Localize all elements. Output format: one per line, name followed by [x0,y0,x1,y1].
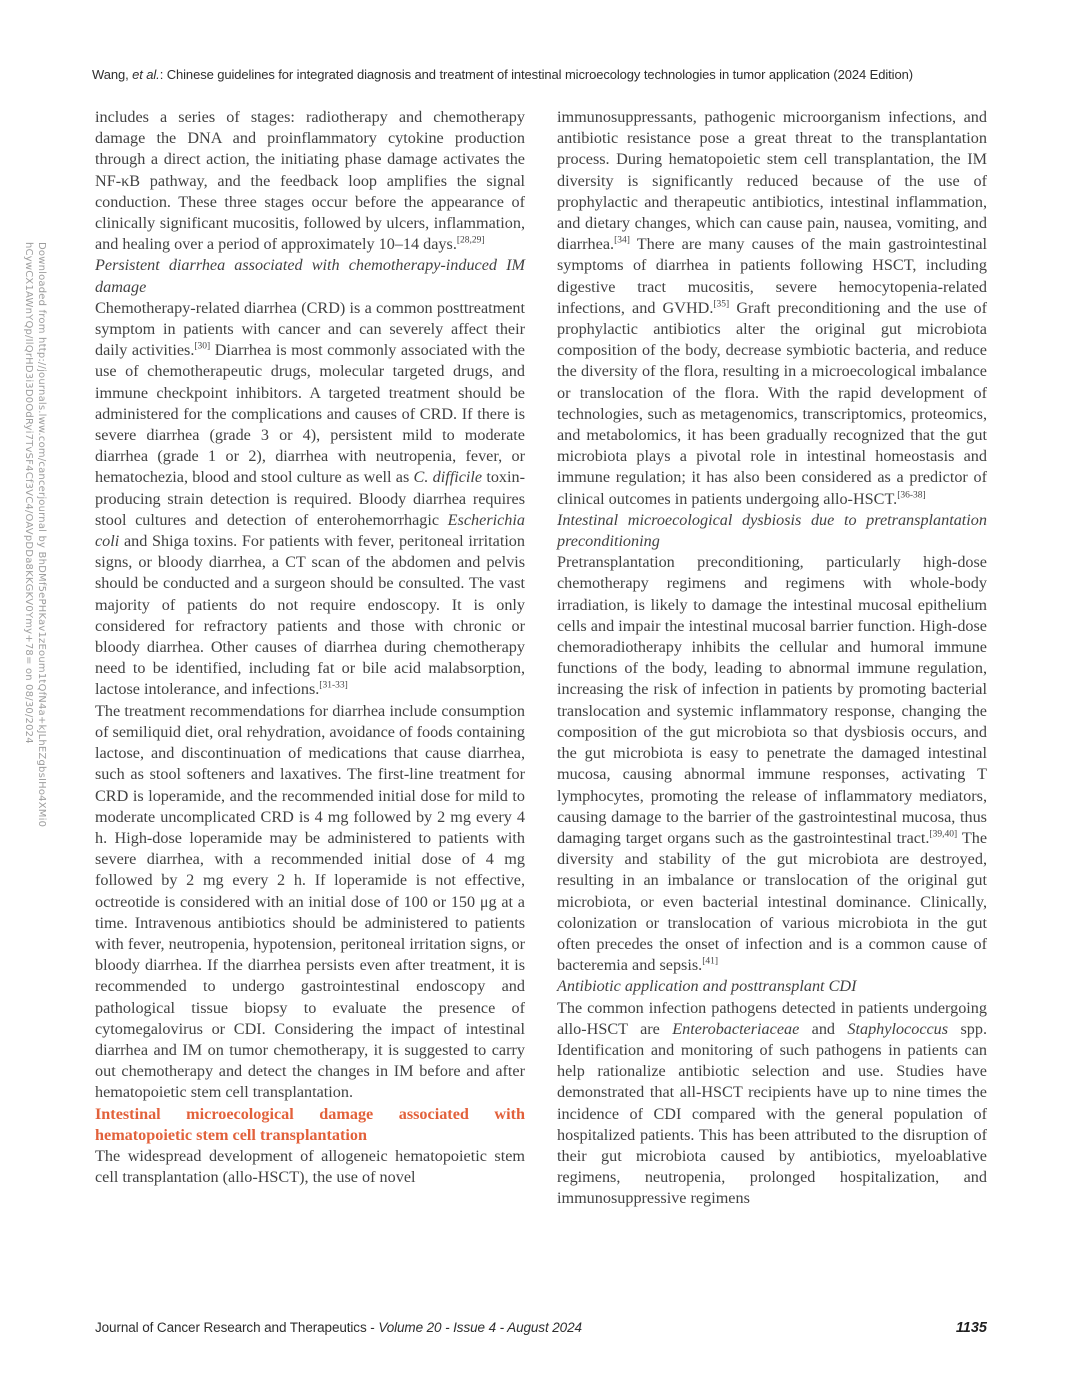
para: immunosuppressants, pathogenic microorganism infections, and antibiotic resistance pose a great threat to the transplantation process. During hematopoietic stem cell transplantation, the IM diversity is significantly reduced because of the use of prophylactic and therapeutic antibiotics, intestinal inflammation, and dietary changes, which can cause pain, nausea, vomiting, and diarrhea.[34] There are many causes of the main gastrointestinal symptoms of diarrhea in patients following HSCT, including digestive tract mucositis, severe hemocytopenia-related infections, and GVHD.[35] Graft preconditioning and the use of prophylactic antibiotics alter the original gut microbiota composition of the body, decrease symbiotic bacteria, and reduce the diversity of the flora, resulting in a microecological imbalance or translocation of the flora. With the rapid development of technologies, such as metagenomics, transcriptomics, proteomics, and metabolomics, it has been gradually recognized that the gut microbiota plays a pivotal role in intestinal homeostasis and immune regulation; it has also been considered as a predictor of clinical outcomes in patients undergoing allo-HSCT.[36-38] [557,108,987,508]
article-body [95,107,987,1315]
section-heading: Intestinal microecological damage associated with hematopoietic stem cell transplantation [95,1104,525,1144]
para: The widespread development of allogeneic hematopoietic stem cell transplantation (allo-HSCT), the use of novel [95,1146,525,1187]
download-watermark [22,242,48,827]
watermark-line-2: hCywCX1AWnYQp/IlQrHD3i3D0OdRyi7TvSF4Cf3VC4/OAVpDDa8KKGKV0Ymy+78= on 08/30/2024 [23,242,34,744]
para: includes a series of stages: radiotherapy and chemotherapy damage the DNA and proinflammatory cytokine production through a direct action, the initiating phase damage activates the NF-κB pathway, and the feedback loop amplifies the signal conduction. These three stages occur before the appearance of clinically significant mucositis, followed by ulcers, inflammation, and healing over a period of approximately 10–14 days.[28,29] [95,108,525,254]
journal-citation: Journal of Cancer Research and Therapeutics - Volume 20 - Issue 4 - August 2024 [95,1320,582,1335]
right-column [557,107,987,1315]
para: The treatment recommendations for diarrhea include consumption of semiliquid diet, oral rehydration, avoidance of foods containing lactose, and discontinuation of medications that cause diarrhea, such as stool softeners and laxatives. The first-line treatment for CRD is loperamide, and the recommended initial dose for mild to moderate uncomplicated CRD is 4 mg followed by 2 mg every 4 h. High-dose loperamide may be administered to patients with severe diarrhea, with a recommended initial dose of 4 mg followed by 2 mg every 2 h. If loperamide is not effective, octreotide is considered with an initial dose of 100 or 150 μg at a time. Intravenous antibiotics should be administered to patients with fever, neutropenia, hypotension, peritoneal irritation signs, or bloody diarrhea. If the diarrhea persists even after treatment, it is recommended to undergo gastrointestinal endoscopy and pathological tissue biopsy to evaluate the presence of cytomegalovirus or CDI. Considering the impact of intestinal diarrhea and IM on tumor chemotherapy, it is suggested to carry out chemotherapy and detect the changes in IM before and after hematopoietic stem cell transplantation. [95,701,525,1102]
subheading: Persistent diarrhea associated with chemotherapy-induced IM damage [95,256,525,296]
subheading: Intestinal microecological dysbiosis due to pretransplantation preconditioning [557,510,987,551]
watermark-line-1: Downloaded from http://journals.lww.com/cancerjournal by BhDMf5ePHKav1zEoum1tQfN4a+kJLhEZgbsIHo4XMi0 [36,242,47,828]
running-head: Wang, et al.: Chinese guidelines for integrated diagnosis and treatment of intestinal microecology technologies in tumor application (2024 Edition) [92,67,913,82]
page-footer [95,1320,987,1336]
para: Pretransplantation preconditioning, particularly high-dose chemotherapy regimens and regimens with whole-body irradiation, is likely to damage the intestinal mucosal epithelium cells and impair the intestinal mucosal barrier function. High-dose chemoradiotherapy inhibits the cellular and humoral immune functions of the body, leading to abnormal immune regulation, increasing the risk of infection in patients by promoting bacterial translocation and systemic inflammatory response, changing the composition of the gut microbiota so that dysbiosis occurs, and the gut microbiota is easy to penetrate the damaged intestinal mucosa, causing abnormal immune responses, activating T lymphocytes, promoting the release of inflammatory mediators, causing damage to the barrier of the gastrointestinal mucosa, thus damaging target organs such as the gastrointestinal tract.[39,40] The diversity and stability of the gut microbiota are destroyed, resulting in an imbalance or translocation of the original gut microbiota, or even bacterial intestinal dominance. Clinically, colonization or translocation of various microbiota in the gut often precedes the onset of infection and is a common cause of bacteremia and sepsis.[41] [557,553,987,975]
para: Chemotherapy-related diarrhea (CRD) is a common posttreatment symptom in patients with cancer and can severely affect their daily activities.[30] Diarrhea is most commonly associated with the use of chemotherapeutic drugs, molecular targeted drugs, and immune checkpoint inhibitors. A targeted treatment should be administered for the complications and causes of CRD. If there is severe diarrhea (grade 3 or 4), persistent mild to moderate diarrhea (grade 1 or 2), diarrhea with neutropenia, fever, or hematochezia, blood and stool culture as well as C. difficile toxin-producing strain detection is required. Bloody diarrhea requires stool cultures and detection of enterohemorrhagic Escherichia coli and Shiga toxins. For patients with fever, peritoneal irritation signs, or bloody diarrhea, a CT scan of the abdomen and pelvis should be conducted and a surgeon should be consulted. The vast majority of patients do not require endoscopy. It is only considered for refractory patients and those with chronic or bloody diarrhea. Other causes of diarrhea during chemotherapy need to be identified, including fat or bile acid malabsorption, lactose intolerance, and infections.[31-33] [95,298,525,699]
subheading: Antibiotic application and posttransplant CDI [557,977,857,996]
para: The common infection pathogens detected in patients undergoing allo-HSCT are Enterobacteriaceae and Staphylococcus spp. Identification and monitoring of such pathogens in patients can help rationalize antibiotic selection and use. Studies have demonstrated that all-HSCT recipients have up to nine times the incidence of CDI compared with the general population of hospitalized patients. This has been attributed to the disruption of their gut microbiota caused by antibiotics, myeloablative regimens, neutropenia, prolonged hospitalization, and immunosuppressive regimens [557,998,987,1208]
left-column [95,107,525,1315]
page-number: 1135 [955,1320,987,1336]
